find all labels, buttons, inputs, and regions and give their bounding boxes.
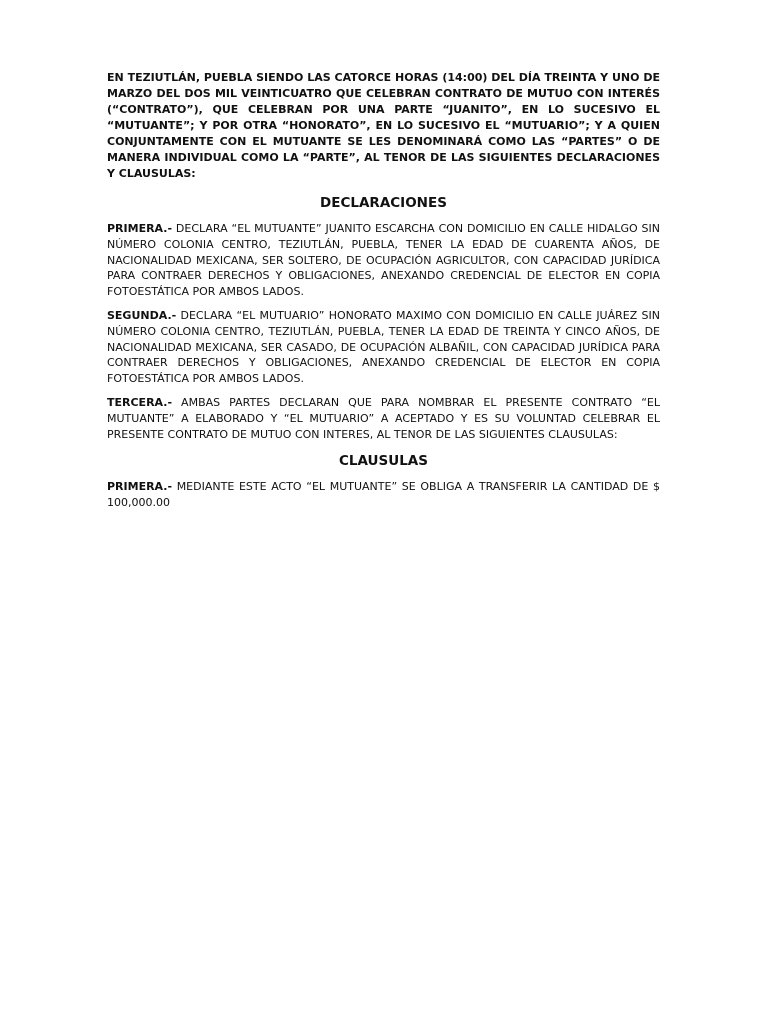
declaracion-primera-text: DECLARA “EL MUTUANTE” JUANITO ESCARCHA CON DOMICILIO EN CALLE HIDALGO SIN NÚMERO COLONIA CENTRO, TEZIUTLÁN, PUEBLA, TENER LA EDAD DE CUARENTA AÑOS, DE NACIONALIDAD MEXICANA, SER SOLTERO, DE OCUPACIÓN AGRICULTOR, CON CAPACIDAD JURÍDICA PARA CONTRAER DERECHOS Y OBLIGACIONES, ANEXANDO CREDENCIAL DE ELECTOR EN COPIA FOTOESTÁTICA POR AMBOS LADOS. <box>107 222 660 299</box>
declaracion-primera <box>107 221 660 300</box>
declaracion-tercera-label: TERCERA.- <box>107 395 173 409</box>
document-page <box>107 70 660 519</box>
clausula-primera-text: MEDIANTE ESTE ACTO “EL MUTUANTE” SE OBLIGA A TRANSFERIR LA CANTIDAD DE $ 100,000.00 <box>107 480 660 510</box>
declaraciones-heading: DECLARACIONES <box>320 195 447 211</box>
clausula-primera-label: PRIMERA.- <box>107 480 173 494</box>
declaracion-tercera <box>107 395 660 442</box>
declaracion-segunda <box>107 308 660 387</box>
declaracion-segunda-text: DECLARA “EL MUTUARIO” HONORATO MAXIMO CON DOMICILIO EN CALLE JUÁREZ SIN NÚMERO COLONIA CENTRO, TEZIUTLÁN, PUEBLA, TENER LA EDAD DE TREINTA Y CINCO AÑOS, DE NACIONALIDAD MEXICANA, SER CASADO, DE OCUPACIÓN ALBAÑIL, CON CAPACIDAD JURÍDICA PARA CONTRAER DERECHOS Y OBLIGACIONES, ANEXANDO CREDENCIAL DE ELECTOR EN COPIA FOTOESTÁTICA POR AMBOS LADOS. <box>107 308 660 386</box>
declaracion-tercera-text: AMBAS PARTES DECLARAN QUE PARA NOMBRAR EL PRESENTE CONTRATO “EL MUTUANTE” A ELABORADO Y “EL MUTUARIO” A ACEPTADO Y ES SU VOLUNTAD CELEBRAR EL PRESENTE CONTRATO DE MUTUO CON INTERES, AL TENOR DE LAS SIGUIENTES CLAUSULAS: <box>107 395 660 441</box>
contract-intro: EN TEZIUTLÁN, PUEBLA SIENDO LAS CATORCE HORAS (14:00) DEL DÍA TREINTA Y UNO DE MARZO DEL DOS MIL VEINTICUATRO QUE CELEBRAN CONTRATO DE MUTUO CON INTERÉS (“CONTRATO”), QUE CELEBRAN POR UNA PARTE “JUANITO”, EN LO SUCESIVO EL “MUTUANTE”; Y POR OTRA “HONORATO”, EN LO SUCESIVO EL “MUTUARIO”; Y A QUIEN CONJUNTAMENTE CON EL MUTUANTE SE LES DENOMINARÁ COMO LAS “PARTES” O DE MANERA INDIVIDUAL COMO LA “PARTE”, AL TENOR DE LAS SIGUIENTES DECLARACIONES Y CLAUSULAS: <box>107 71 660 180</box>
declaracion-segunda-label: SEGUNDA.- <box>107 308 177 322</box>
declaracion-primera-label: PRIMERA.- <box>107 222 173 235</box>
clausulas-heading: CLAUSULAS <box>339 453 428 470</box>
clausula-primera <box>107 479 660 511</box>
